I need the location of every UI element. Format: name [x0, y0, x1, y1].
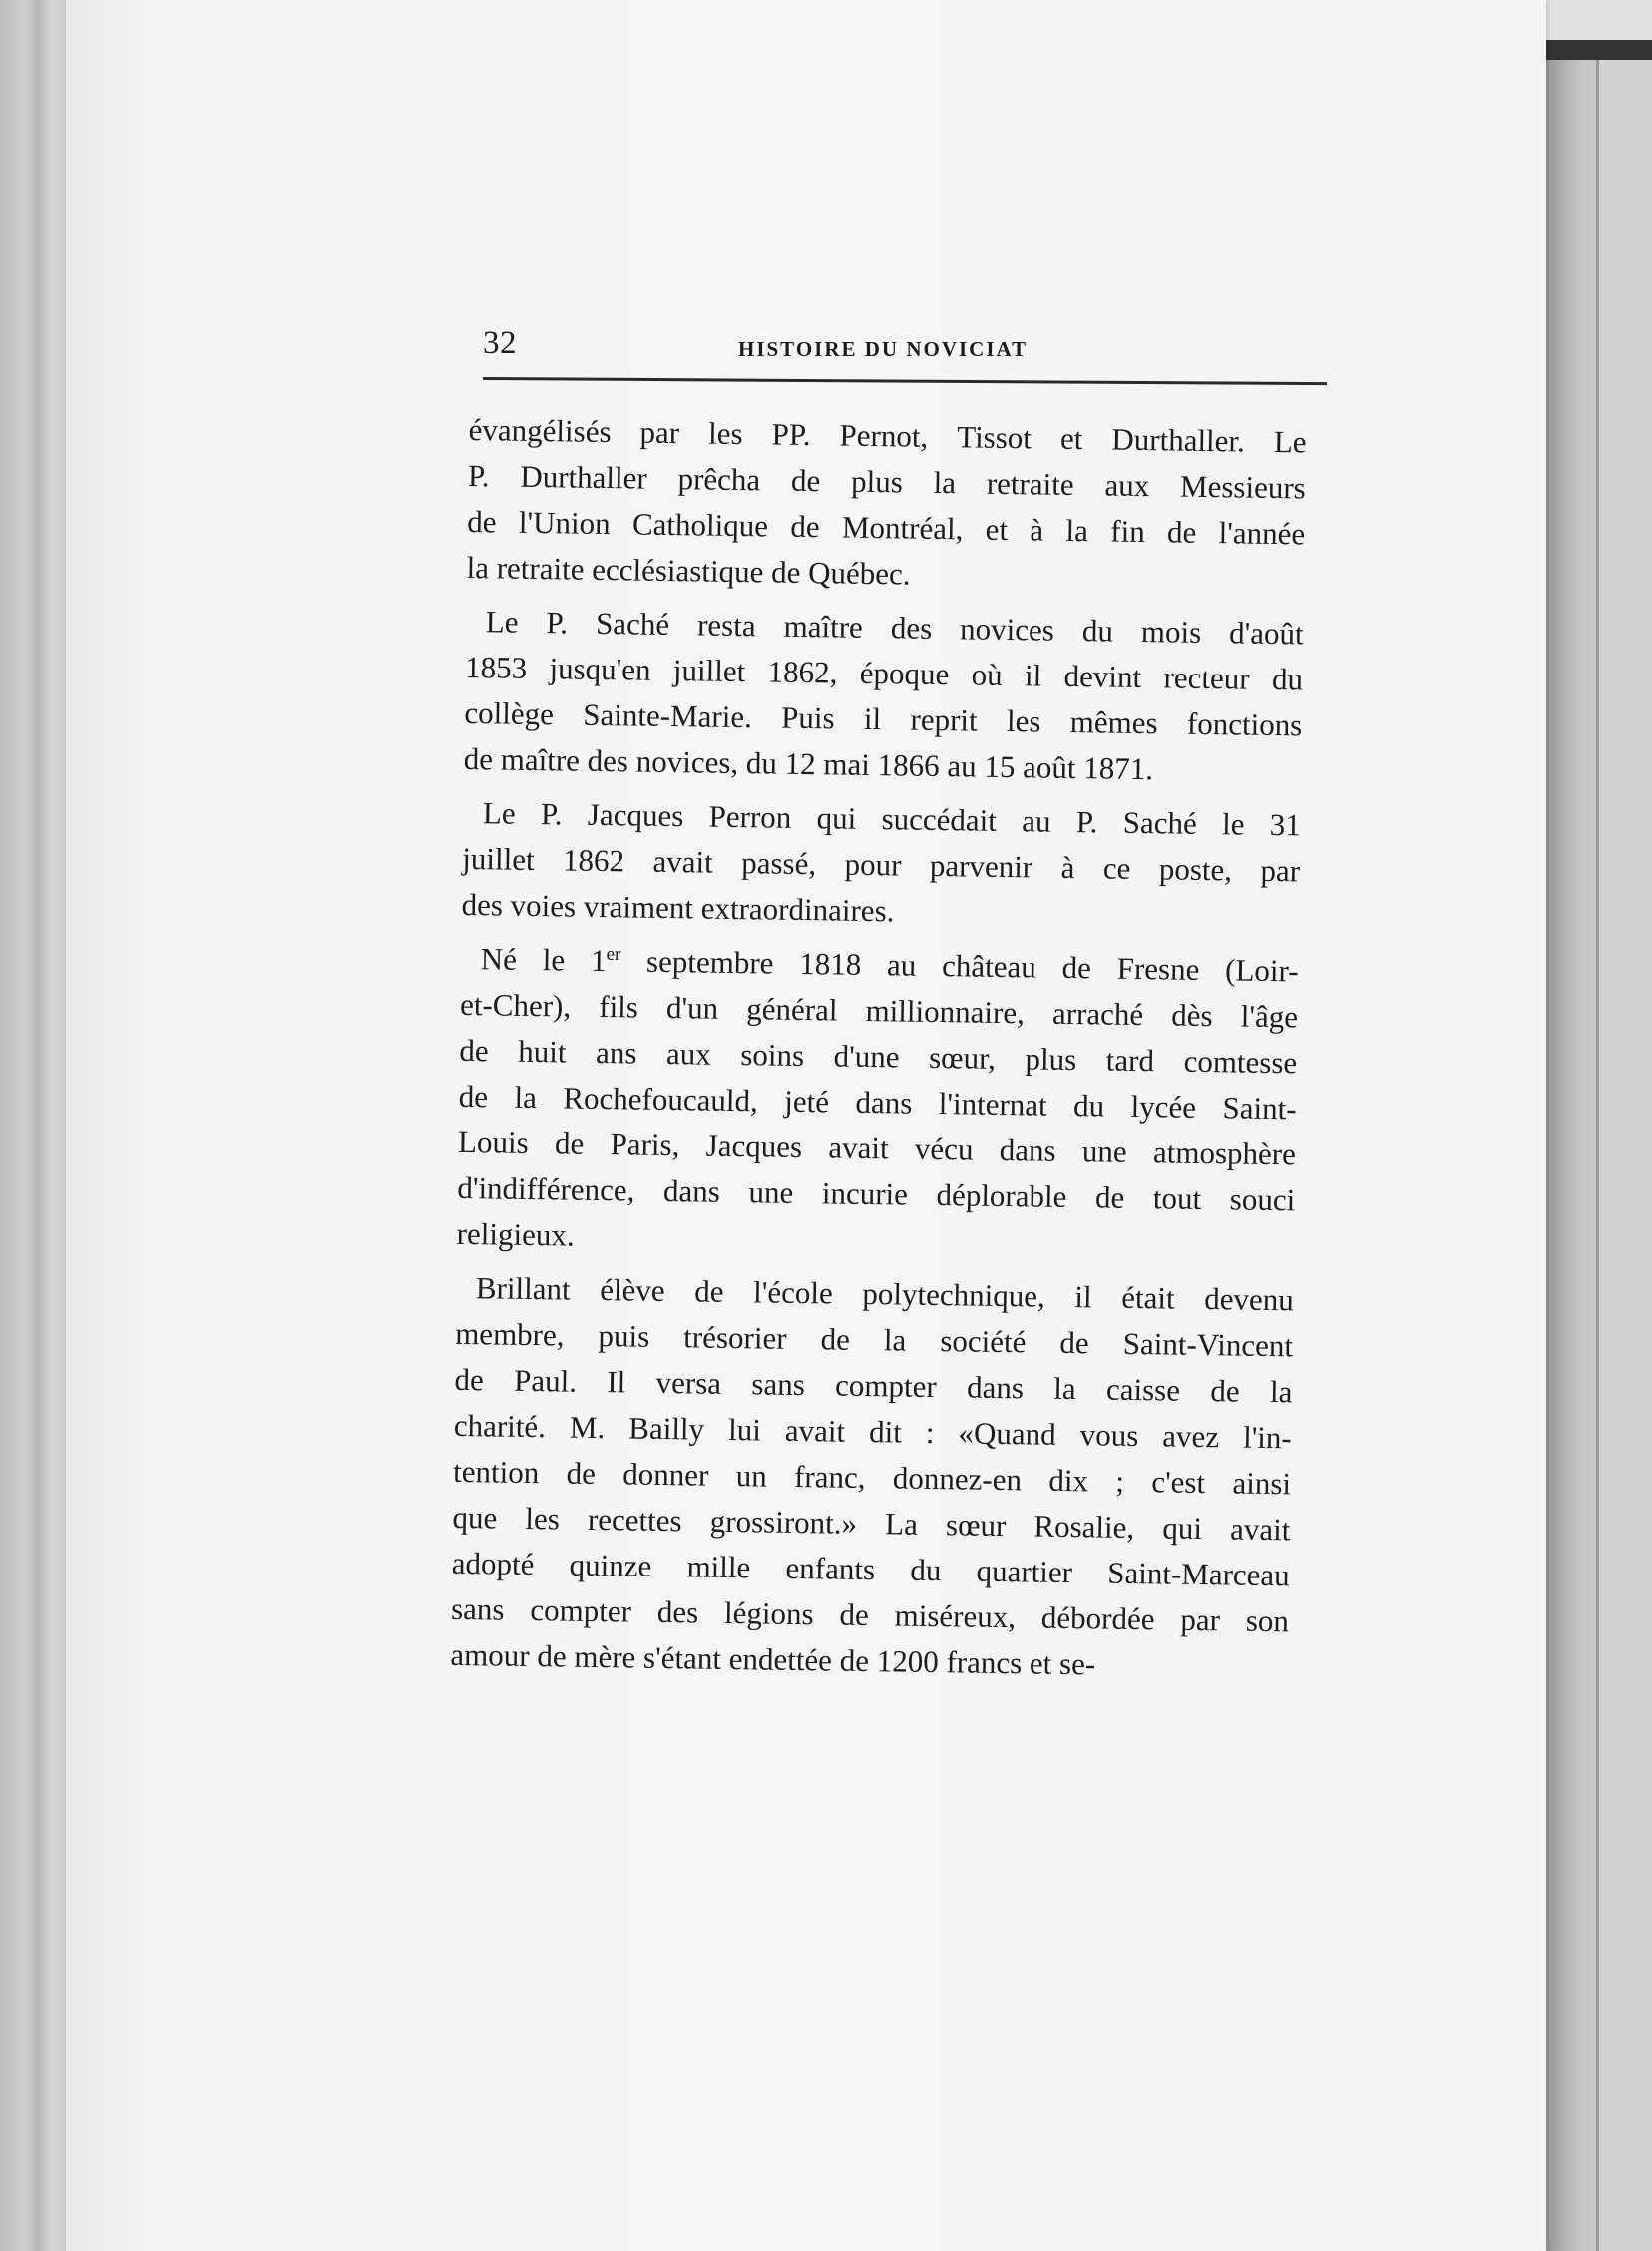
text-line: de l'Union Catholique de Montréal, et à la fin de l'année [467, 503, 1306, 552]
text-line: et-Cher), fils d'un général millionnaire, arraché dès l'âge [459, 986, 1299, 1035]
page-gutter-edge [0, 0, 70, 2251]
text-line: de maître des novices, du 12 mai 1866 au 15 août 1871. [463, 740, 1154, 787]
text-line: juillet 1862 avait passé, pour parvenir à ce poste, par [462, 840, 1301, 889]
text-line: Le P. Jacques Perron qui succédait au P. Saché le 31 [482, 795, 1302, 843]
text-line: d'indifférence, dans une incurie déplorable de tout souci [457, 1169, 1296, 1218]
running-head [483, 321, 1327, 381]
text-line: que les recettes grossiront.» La sœur Rosalie, qui avait [452, 1499, 1291, 1548]
text-line: adopté quinze mille enfants du quartier Saint-Marceau [451, 1545, 1290, 1593]
text-line: membre, puis trésorier de la société de Saint-Vincent [454, 1315, 1294, 1364]
text-line: 1853 jusqu'en juillet 1862, époque où il devint recteur du [464, 649, 1304, 697]
text-line: collège Sainte-Marie. Puis il reprit les mêmes fonctions [464, 694, 1303, 743]
text-line: Louis de Paris, Jacques avait vécu dans une atmosphère [457, 1124, 1297, 1172]
text-line: de la Rochefoucauld, jeté dans l'internat du lycée Saint- [458, 1078, 1297, 1126]
text-line: de huit ans aux soins d'une sœur, plus tard comtesse [459, 1032, 1298, 1081]
book-cover-edge [1596, 60, 1652, 2251]
text-line: Brillant élève de l'école polytechnique, il était devenu [475, 1270, 1295, 1318]
paragraph [450, 1265, 1294, 1690]
page-number: 32 [483, 325, 517, 361]
text-line: Le P. Saché resta maître des novices du mois d'août [485, 604, 1304, 652]
paragraph [461, 790, 1301, 940]
text-line: P. Durthaller prêcha de plus la retraite aux Messieurs [467, 457, 1307, 506]
text-line: de Paul. Il versa sans compter dans la caisse de la [454, 1361, 1293, 1410]
text-line: tention de donner un franc, donnez-en dix ; c'est ainsi [452, 1453, 1292, 1502]
paragraph [456, 936, 1299, 1269]
paragraph [466, 407, 1307, 603]
text-line: amour de mère s'étant endettée de 1200 francs et se- [450, 1636, 1096, 1682]
text-line: la retraite ecclésiastique de Québec. [466, 549, 911, 592]
text-line: religieux. [456, 1215, 575, 1253]
body-text [450, 407, 1307, 1698]
text-line: des voies vraiment extraordinaires. [461, 886, 895, 929]
text-line: sans compter des légions de miséreux, débordée par son [450, 1590, 1290, 1639]
text-line: charité. M. Bailly lui avait dit : «Quand vous avez l'in- [453, 1407, 1293, 1456]
paragraph [463, 599, 1304, 794]
ordinal-superscript: er [606, 943, 621, 965]
text-line: évangélisés par les PP. Pernot, Tissot et Durthaller. Le [468, 411, 1307, 460]
running-title: HISTOIRE DU NOVICIAT [738, 337, 1029, 361]
text-line: Né le 1er septembre 1818 au château de Fresne (Loir- [480, 941, 1299, 989]
